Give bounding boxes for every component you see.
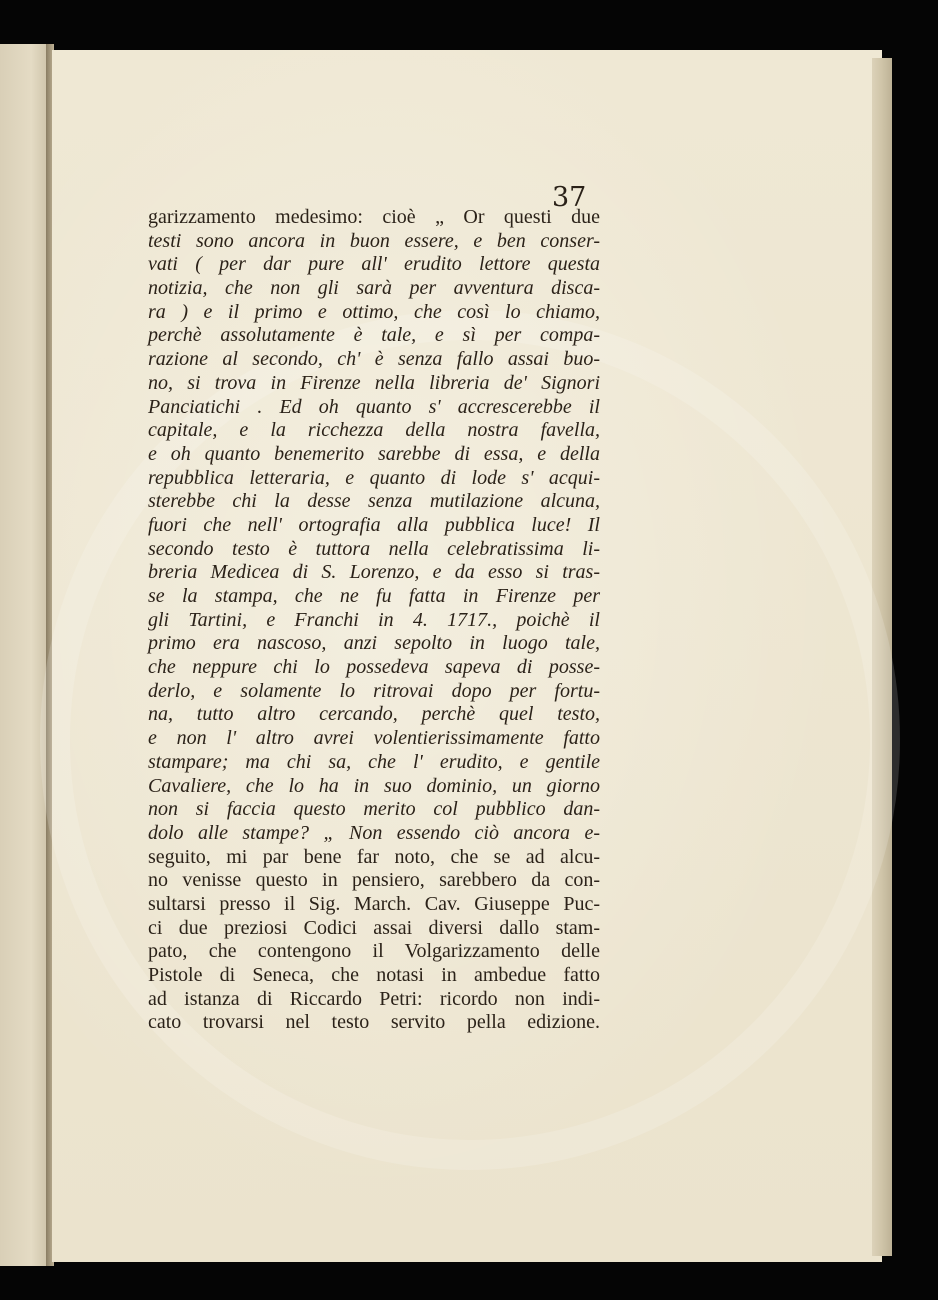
text-line: dolo alle stampe? „ Non essendo ciò ancora e- xyxy=(148,821,600,844)
text-line: notizia, che non gli sarà per avventura disca- xyxy=(148,277,600,300)
text-line: che neppure chi lo possedeva sapeva di posse- xyxy=(148,656,600,679)
text-line: garizzamento medesimo: cioè „ Or questi due xyxy=(148,206,600,228)
text-line: cato trovarsi nel testo servito pella edizione. xyxy=(148,1011,600,1034)
text-line: repubblica letteraria, e quanto di lode s' acqui- xyxy=(148,466,600,489)
text-line: derlo, e solamente lo ritrovai dopo per fortu- xyxy=(148,679,600,702)
text-line: fuori che nell' ortografia alla pubblica luce! Il xyxy=(148,513,600,536)
text-line: Cavaliere, che lo ha in suo dominio, un giorno xyxy=(148,774,600,797)
text-line: pato, che contengono il Volgarizzamento delle xyxy=(148,940,600,963)
text-line: razione al secondo, ch' è senza fallo assai buo- xyxy=(148,348,600,371)
page-number: 37 xyxy=(552,182,587,213)
text-line: e non l' altro avrei volentierissimamente fatto xyxy=(148,727,600,750)
text-line: na, tutto altro cercando, perchè quel testo, xyxy=(148,703,600,726)
text-line: sterebbe chi la desse senza mutilazione alcuna, xyxy=(148,490,600,513)
text-line: primo era nascoso, anzi sepolto in luogo tale, xyxy=(148,632,600,655)
text-line: capitale, e la ricchezza della nostra favella, xyxy=(148,419,600,442)
text-line: no venisse questo in pensiero, sarebbero da con- xyxy=(148,869,600,892)
body-text xyxy=(148,206,600,1035)
text-line: perchè assolutamente è tale, e sì per compa- xyxy=(148,324,600,347)
text-line: se la stampa, che ne fu fatta in Firenze per xyxy=(148,585,600,607)
text-line: e oh quanto benemerito sarebbe di essa, e della xyxy=(148,442,600,465)
text-line: Pistole di Seneca, che notasi in ambedue fatto xyxy=(148,964,600,986)
text-line: ad istanza di Riccardo Petri: ricordo non indi- xyxy=(148,987,600,1010)
text-line: non si faccia questo merito col pubblico dan- xyxy=(148,798,600,821)
text-line: gli Tartini, e Franchi in 4. 1717., poichè il xyxy=(148,608,600,631)
text-line: sultarsi presso il Sig. March. Cav. Giuseppe Puc- xyxy=(148,892,600,915)
text-line: seguito, mi par bene far noto, che se ad alcu- xyxy=(148,845,600,868)
facing-page-edge xyxy=(0,44,52,1266)
text-line: Panciatichi . Ed oh quanto s' accrescerebbe il xyxy=(148,395,600,418)
text-line: vati ( per dar pure all' erudito lettore questa xyxy=(148,253,600,276)
text-line: no, si trova in Firenze nella libreria de' Signori xyxy=(148,371,600,394)
text-line: secondo testo è tuttora nella celebratissima li- xyxy=(148,537,600,560)
text-line: ra ) e il primo e ottimo, che così lo chiamo, xyxy=(148,300,600,323)
text-line: ci due preziosi Codici assai diversi dallo stam- xyxy=(148,916,600,939)
text-line: breria Medicea di S. Lorenzo, e da esso si tras- xyxy=(148,561,600,584)
text-line: stampare; ma chi sa, che l' erudito, e gentile xyxy=(148,750,600,773)
text-line: testi sono ancora in buon essere, e ben conser- xyxy=(148,229,600,252)
